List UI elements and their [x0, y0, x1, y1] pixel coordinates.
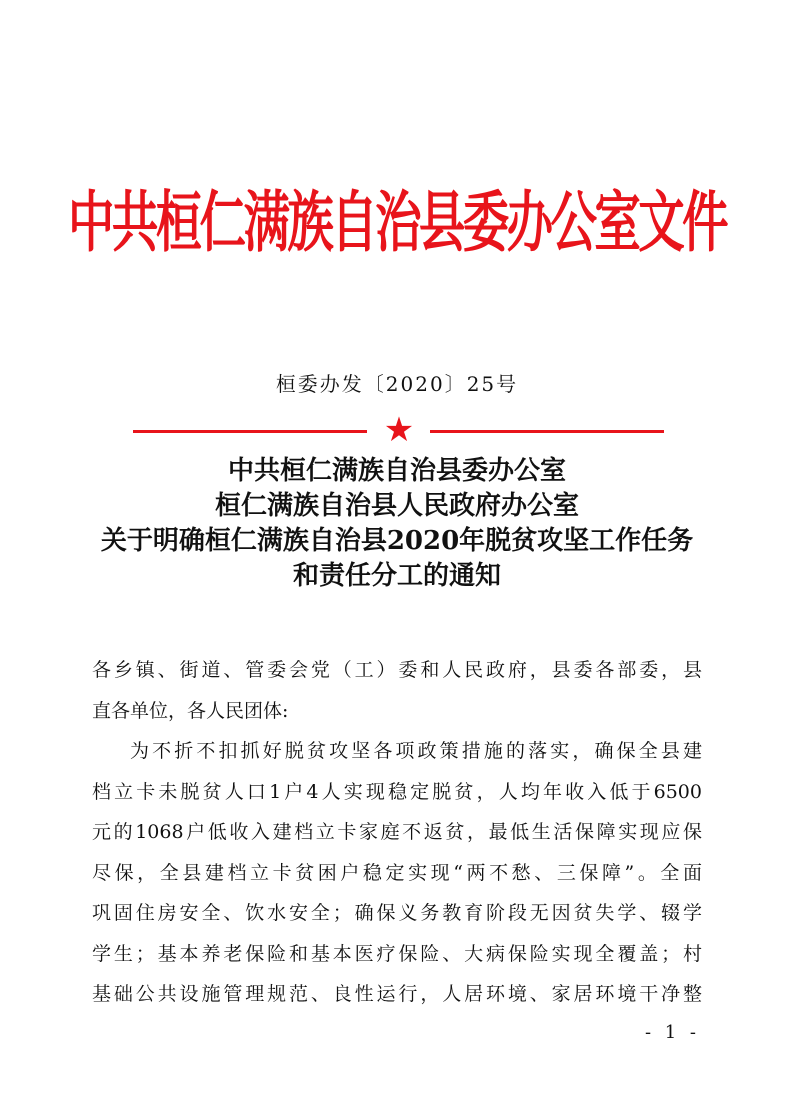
- document-number: 桓委办发〔2020〕25号: [275, 372, 519, 396]
- title-line-4: 和责任分工的通知: [292, 561, 501, 591]
- title-line-2: 桓仁满族自治县人民政府办公室: [214, 491, 579, 521]
- page-number: - 1 -: [644, 1022, 700, 1043]
- paragraph-line-5: 巩固住房安全、饮水安全；确保义务教育阶段无因贫失学、辍学: [92, 902, 702, 924]
- paragraph-line-3: 元的1068户低收入建档立卡家庭不返贫，最低生活保障实现应保: [92, 821, 702, 843]
- red-divider: [133, 410, 664, 450]
- title-line-1: 中共桓仁满族自治县委办公室: [227, 456, 566, 486]
- salutation-line-1: 各乡镇、街道、管委会党（工）委和人民政府，县委各部委，县: [92, 659, 702, 681]
- paragraph-line-4: 尽保，全县建档立卡贫困户稳定实现“两不愁、三保障”。全面: [92, 861, 702, 884]
- paragraph-line-7: 基础公共设施管理规范、良性运行，人居环境、家居环境干净整: [92, 983, 702, 1005]
- body-text: [92, 650, 702, 1015]
- divider-line-left: [133, 430, 367, 433]
- divider-line-right: [430, 430, 664, 433]
- paragraph-line-6: 学生；基本养老保险和基本医疗保险、大病保险实现全覆盖；村: [92, 942, 702, 965]
- star-icon: ★: [383, 410, 415, 450]
- title-line-3: 关于明确桓仁满族自治县2020年脱贫攻坚工作任务: [100, 526, 694, 556]
- paragraph-line-1: 为不折不扣抓好脱贫攻坚各项政策措施的落实，确保全县建: [130, 740, 702, 762]
- masthead-title: 中共桓仁满族自治县委办公室文件: [68, 183, 726, 261]
- paragraph-line-2: 档立卡未脱贫人口1户4人实现稳定脱贫，人均年收入低于6500: [92, 780, 702, 803]
- notice-title: [0, 454, 794, 594]
- salutation-line-2: 直各单位，各人民团体:: [92, 699, 289, 722]
